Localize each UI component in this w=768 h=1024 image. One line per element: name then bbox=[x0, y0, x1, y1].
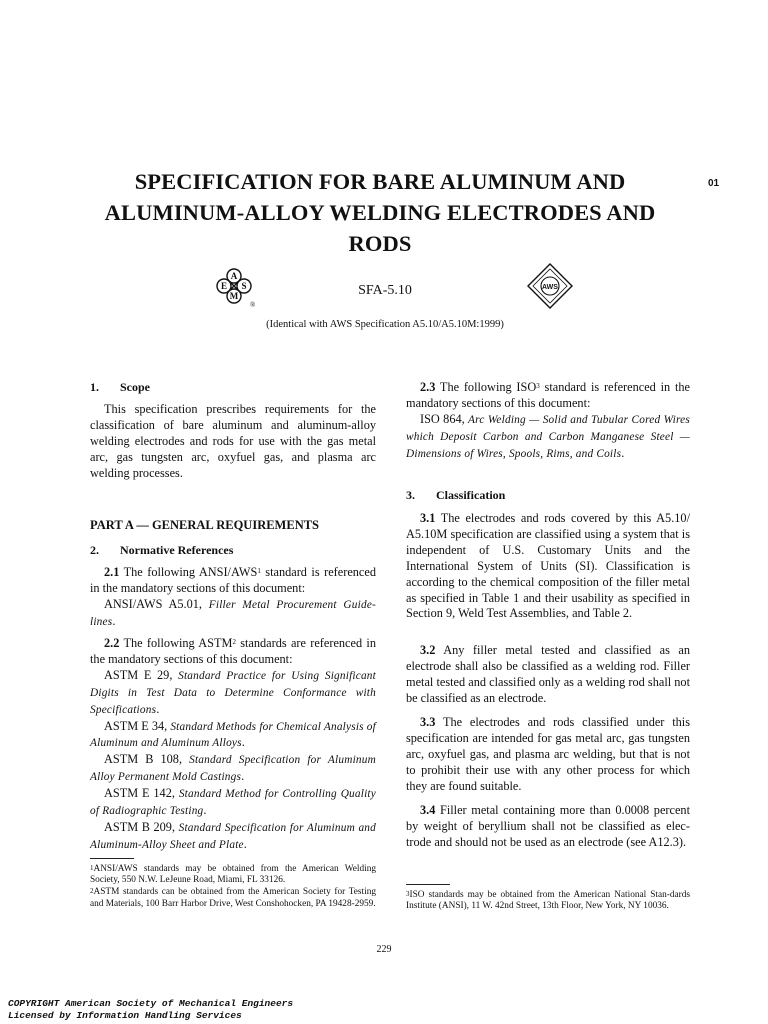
paragraph-3-3: 3.3 The electrodes and rods classified under this specification are intended for gas metal arc, gas tungsten arc, oxyfuel gas, and plasma arc welding, but that is not to prohibit their use with any other process for which they are found suitable. bbox=[406, 715, 690, 793]
paragraph-3-4: 3.4 Filler metal containing more than 0.0008 percent by weight of beryllium shall not be classified as elec-trode and should not be used as an electrode (see A12.3). bbox=[406, 803, 690, 849]
aws-logo-text: AWS bbox=[542, 284, 558, 291]
copyright-notice bbox=[8, 998, 293, 1021]
document-title bbox=[100, 166, 660, 259]
para-2-2-number: 2.2 bbox=[104, 636, 120, 650]
footnote-divider-left bbox=[90, 858, 134, 859]
reference-ansi-a501: ANSI/AWS A5.01, Filler Metal Procurement Guide-lines. bbox=[90, 596, 377, 628]
para-2-1-number: 2.1 bbox=[104, 565, 120, 579]
reference-astm-e142: ASTM E 142, Standard Method for Controlling Quality of Radiographic Testing. bbox=[90, 786, 376, 818]
part-a-section bbox=[90, 518, 376, 534]
reference-iso-864: ISO 864, Arc Welding — Solid and Tubular Cored Wires which Deposit Carbon and Carbon Manganese Steel — Dimensions of Wires, Spools, Rims, and Coils. bbox=[406, 411, 690, 460]
reference-astm-b108: ASTM B 108, Standard Specification for Aluminum Alloy Permanent Mold Castings. bbox=[90, 752, 376, 784]
logo-letter-e: E bbox=[220, 281, 228, 291]
registered-mark: ® bbox=[250, 301, 256, 309]
footnote-2: $^2$ASTM standards can be obtained from the American Society for Testing and Materials, 100 Barr Harbor Drive, West Conshohocken, PA 19428-2959. bbox=[90, 887, 376, 909]
footnote-1: $^1$ANSI/AWS standards may be obtained from the American Welding Society, 550 N.W. LeJeune Road, Miami, FL 33126. bbox=[90, 864, 376, 886]
logo-letter-m: M bbox=[229, 291, 239, 301]
footnote-divider-right bbox=[406, 884, 450, 885]
classification-title: Classification bbox=[436, 488, 506, 502]
logo-letter-s: S bbox=[241, 281, 247, 291]
footnotes-right bbox=[406, 890, 690, 912]
reference-astm-b209: ASTM B 209, Standard Specification for Aluminum and Aluminum-Alloy Sheet and Plate. bbox=[90, 819, 376, 851]
scope-heading bbox=[90, 380, 376, 396]
reference-astm-e34: ASTM E 34, Standard Methods for Chemical Analysis of Aluminum and Aluminum Alloys. bbox=[90, 718, 376, 750]
part-a-heading: PART A — GENERAL REQUIREMENTS bbox=[90, 518, 320, 532]
scope-number: 1. bbox=[90, 380, 99, 394]
paragraph-2-1: 2.1 The following ANSI/AWS$^1$ standard is referenced in the mandatory sections of this document: ANSI/AWS A5.01, Filler Metal Procurement Guide-lines. bbox=[90, 565, 376, 631]
title-line-2: ALUMINUM-ALLOY WELDING ELECTRODES AND bbox=[104, 200, 656, 225]
scope-title: Scope bbox=[120, 380, 150, 394]
reference-astm-e29: ASTM E 29, Standard Practice for Using Significant Digits in Test Data to Determine Conformance with Specifications. bbox=[90, 667, 376, 716]
paragraph-2-3: 2.3 The following ISO$^3$ standard is referenced in the mandatory sections of this document: ISO 864, Arc Welding — Solid and Tubular Cored Wires which Deposit Carbon and Carbon Manganese Steel — Dimensions of Wires, Spools, Rims, and Coils. bbox=[406, 380, 690, 463]
aws-logo-icon bbox=[526, 262, 574, 310]
paragraph-2-2: 2.2 The following ASTM$^2$ standards are referenced in the mandatory sections of this document: ASTM E 29, Standard Practice for Using Significant Digits in Test Data to Determine Conformance with Specifications. ASTM E 34, Standard Methods for Chemical Analysis of Aluminum and Aluminum Alloys. ASTM B 108, Standard Specification for Aluminum Alloy Permanent Mold Castings. ASTM E 142, Standard Method for Controlling Quality of Radiographic Testing. ASTM B 209, Standard Specification for Aluminum and Aluminum-Alloy Sheet and Plate. bbox=[90, 636, 376, 854]
footnote-ref-3: 3 bbox=[536, 382, 540, 390]
classification-heading bbox=[406, 488, 690, 504]
footnote-3: $^3$ISO standards may be obtained from the American National Stan-dards Institute (ANSI), 11 W. 42nd Street, 13th Floor, New York, NY 10036. bbox=[406, 890, 690, 912]
scope-body: This specification prescribes requirements for the classification of bare aluminum and aluminum-alloy welding electrodes and rods for use with the gas metal arc, gas tungsten arc, oxyfuel gas, and plasma arc welding processes. bbox=[90, 402, 376, 480]
footnote-ref-2: 2 bbox=[232, 638, 236, 646]
footnotes-left bbox=[90, 864, 376, 910]
para-2-3-number: 2.3 bbox=[420, 380, 436, 394]
paragraph-3-1: 3.1 The electrodes and rods covered by this A5.10/ A5.10M specification are classified using a system that is independent of U.S. Customary Units and the International System of Units (SI). Classification is according to the chemical composition of the filler metal as specified in Table 1 and their usability as specified in Section 9, Weld Test Assemblies, and Table 2. bbox=[406, 511, 690, 621]
paragraph-3-2: 3.2 Any filler metal tested and classified as an electrode shall also be classified as a welding rod. Filler metal tested and classified only as a welding rod shall not be classified as an electrode. bbox=[406, 643, 690, 705]
identical-note: (Identical with AWS Specification A5.10/A5.10M:1999) bbox=[266, 319, 504, 330]
logo-letter-a: A bbox=[230, 271, 238, 281]
scope-section bbox=[90, 402, 376, 482]
spec-number: SFA-5.10 bbox=[358, 283, 412, 298]
normative-references-section bbox=[90, 543, 376, 559]
revision-mark: 01 bbox=[708, 178, 720, 189]
title-line-1: SPECIFICATION FOR BARE ALUMINUM AND bbox=[134, 169, 626, 194]
title-line-3: RODS bbox=[348, 231, 412, 256]
classification-number: 3. bbox=[406, 488, 415, 502]
page-number: 229 bbox=[376, 944, 392, 955]
normative-number: 2. bbox=[90, 543, 99, 557]
asme-logo-icon bbox=[210, 266, 270, 310]
copyright-line-2: Licensed by Information Handling Services bbox=[8, 1009, 242, 1021]
normative-title: Normative References bbox=[120, 543, 234, 557]
footnote-ref-1: 1 bbox=[257, 567, 261, 575]
copyright-line-1: COPYRIGHT American Society of Mechanical Engineers bbox=[8, 998, 294, 1009]
